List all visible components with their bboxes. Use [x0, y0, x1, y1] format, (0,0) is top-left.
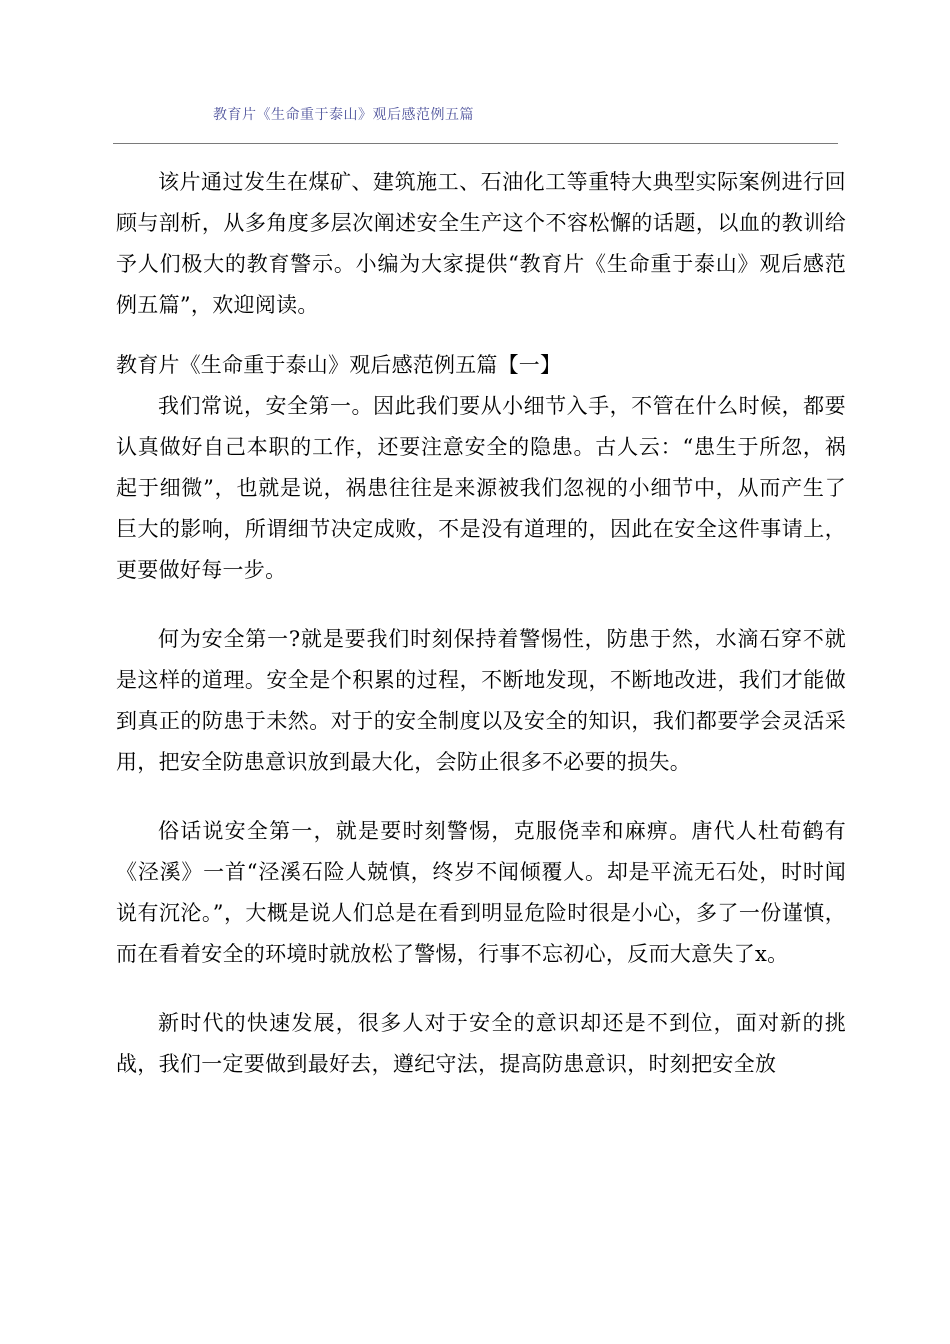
page-header-title: 教育片《生命重于泰山》观后感范例五篇 [213, 107, 474, 123]
body-paragraph-4: 新时代的快速发展，很多人对于安全的意识却还是不到位，面对新的挑战，我们一定要做到最好去，遵纪守法，提高防患意识，时刻把安全放 [116, 1011, 846, 1076]
document-body [116, 162, 846, 1085]
body-paragraph-1: 我们常说，安全第一。因此我们要从小细节入手，不管在什么时候，都要认真做好自己本职的工作，还要注意安全的隐患。古人云：“患生于所忽，祸起于细微”，也就是说，祸患往往是来源被我们忽视的小细节中，从而产生了巨大的影响，所谓细节决定成败，不是没有道理的，因此在安全这件事请上，更要做好每一步。 [116, 394, 846, 582]
header-divider [113, 143, 838, 144]
body-paragraph-3: 俗话说安全第一，就是要时刻警惕，克服侥幸和麻痹。唐代人杜荀鹤有《泾溪》一首“泾溪石险人兢慎，终岁不闻倾覆人。却是平流无石处，时时闻说有沉沦。”，大概是说人们总是在看到明显危险时很是小心，多了一份谨慎，而在看着安全的环境时就放松了警惕，行事不忘初心，反而大意失了x。 [116, 819, 846, 966]
body-paragraph-2: 何为安全第一?就是要我们时刻保持着警惕性，防患于然，水滴石穿不就是这样的道理。安全是个积累的过程，不断地发现，不断地改进，我们才能做到真正的防患于未然。对于的安全制度以及安全的知识，我们都要学会灵活采用，把安全防患意识放到最大化，会防止很多不必要的损失。 [116, 627, 846, 774]
section-heading: 教育片《生命重于泰山》观后感范例五篇【一】 [116, 353, 562, 377]
intro-paragraph: 该片通过发生在煤矿、建筑施工、石油化工等重特大典型实际案例进行回顾与剖析，从多角度多层次阐述安全生产这个不容松懈的话题，以血的教训给予人们极大的教育警示。小编为大家提供“教育片《生命重于泰山》观后感范例五篇”，欢迎阅读。 [116, 170, 846, 317]
